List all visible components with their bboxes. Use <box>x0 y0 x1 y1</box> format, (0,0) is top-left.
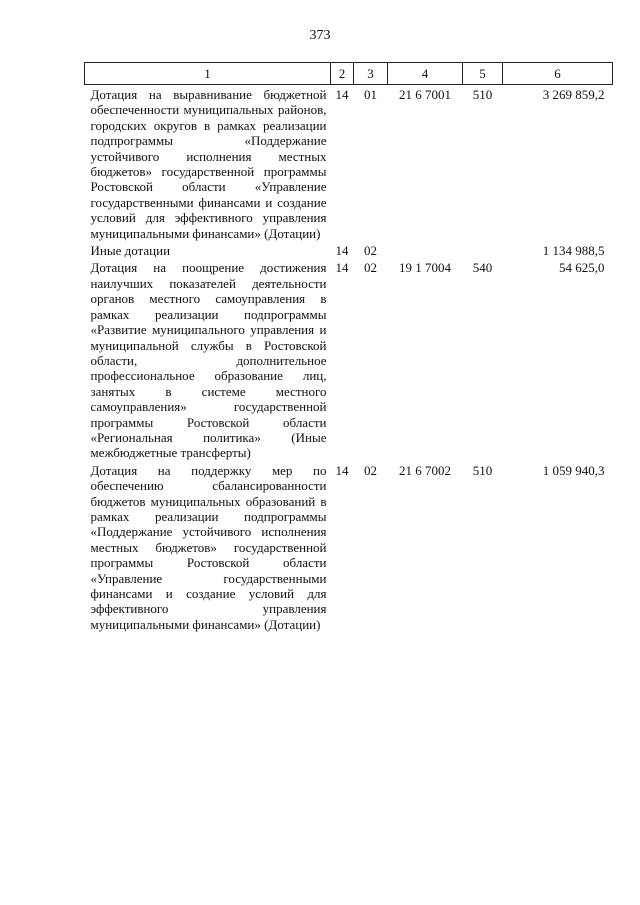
column-header-2: 2 <box>331 63 354 85</box>
row-target-article: 21 6 7002 <box>399 462 451 478</box>
row-expense-type <box>463 241 503 258</box>
table-row <box>85 258 613 460</box>
table-row <box>85 461 613 632</box>
row-expense-type: 510 <box>472 87 493 102</box>
row-section: 14 <box>335 462 349 478</box>
row-section: 14 <box>335 260 349 276</box>
row-target-article <box>388 241 463 258</box>
row-expense-type: 510 <box>472 462 493 478</box>
row-description: Дотация на поощрение достижения наилучших показателей деятельности органов местного самоуправления в рамках реализации подпрограммы «Развитие муниципального управления и муниципальной службы в Ростовской области, дополнительное профессиональное образование лиц, занятых в системе местного самоуправления» государственной программы Ростовской области «Региональная политика» (Иные межбюджетные трансферты) <box>90 260 327 461</box>
row-section: 14 <box>335 87 349 102</box>
row-subsection: 02 <box>364 462 377 478</box>
column-header-5: 5 <box>463 63 503 85</box>
table-row <box>85 241 613 258</box>
row-description: Дотация на выравнивание бюджетной обеспеченности муниципальных районов, городских округов в рамках реализации подпрограммы «Поддержание устойчивого исполнения местных бюджетов» государственной программы Ростовской области «Управление государственными финансами и создание условий для эффективного управления муниципальными финансами» (Дотации) <box>90 87 327 241</box>
table-row <box>85 85 613 242</box>
row-amount: 3 269 859,2 <box>542 87 605 102</box>
column-header-1: 1 <box>85 63 331 85</box>
row-expense-type: 540 <box>472 260 493 276</box>
column-header-6: 6 <box>503 63 613 85</box>
row-description: Дотация на поддержку мер по обеспечению сбалансированности бюджетов муниципальных образований в рамках реализации подпрограммы «Поддержание устойчивого исполнения местных бюджетов» государственной программы Ростовской области «Управление государственными финансами и создание условий для эффективного управления муниципальными финансами» (Дотации) <box>90 462 327 632</box>
row-amount: 1 059 940,3 <box>542 462 605 478</box>
page-number: 373 <box>309 28 331 43</box>
column-header-3: 3 <box>354 63 388 85</box>
column-header-4: 4 <box>388 63 463 85</box>
row-description: Иные дотации <box>90 243 171 259</box>
table-header-row <box>85 63 613 85</box>
row-target-article: 19 1 7004 <box>399 260 451 276</box>
row-subsection: 02 <box>364 243 377 259</box>
row-target-article: 21 6 7001 <box>399 87 451 102</box>
budget-table <box>84 62 613 632</box>
row-subsection: 02 <box>364 260 377 276</box>
row-subsection: 01 <box>364 87 377 102</box>
row-amount: 1 134 988,5 <box>542 243 605 259</box>
row-amount: 54 625,0 <box>559 260 605 276</box>
row-section: 14 <box>335 243 349 259</box>
